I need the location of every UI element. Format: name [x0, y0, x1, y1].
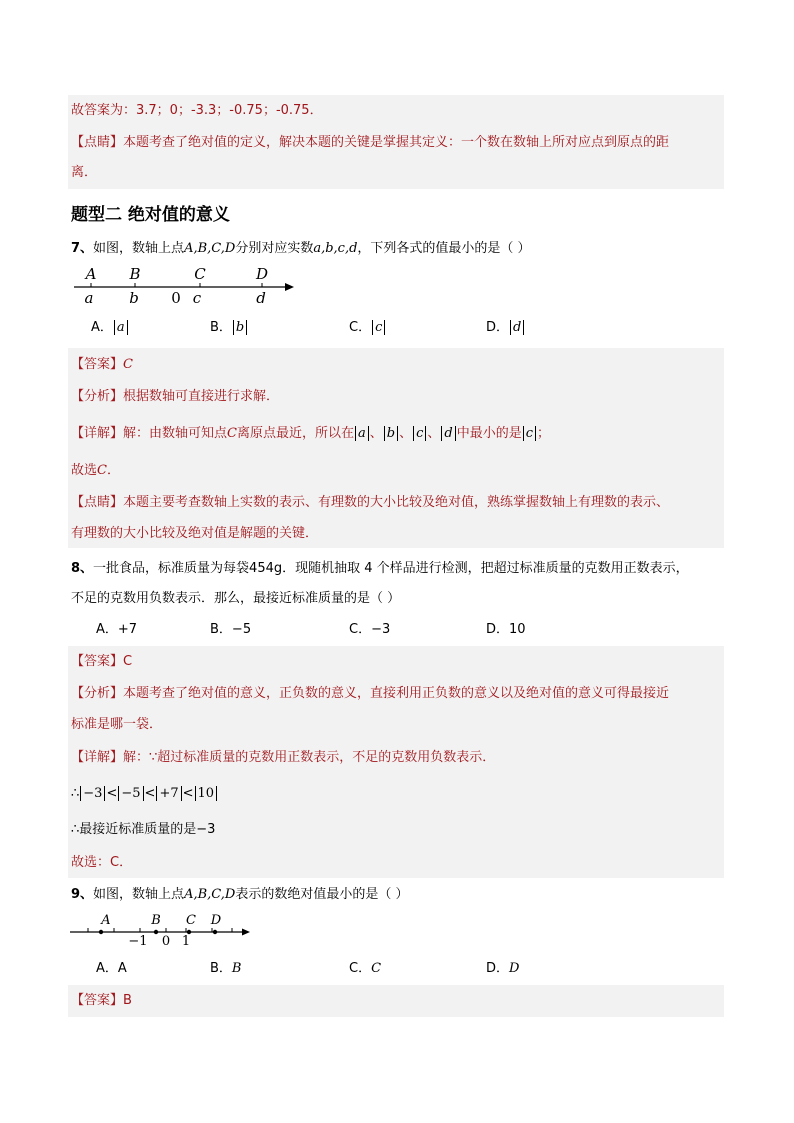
q8-closest: ∴最接近标准质量的是−3	[71, 822, 216, 837]
q7-point-C: C	[194, 265, 206, 283]
q8-analysis-2: 标准是哪一袋．	[71, 717, 163, 732]
q7-point-B: B	[129, 265, 141, 283]
q9-axis-arrow	[242, 929, 250, 936]
q7-axis-arrow	[285, 283, 294, 291]
comment-line-1: 【点睛】本题考查了绝对值的定义，解决本题的关键是掌握其定义：一个数在数轴上所对应点到原点的距	[71, 135, 670, 150]
q8-inequality: ∴ −3 < −5 < +7 < 10	[71, 784, 218, 804]
q7-comment-2: 有理数的大小比较及绝对值是解题的关键．	[71, 526, 319, 541]
q7-option-d[interactable]: D． d	[486, 318, 525, 338]
q9-dot-A	[99, 930, 103, 934]
q9-answer: 【答案】B	[71, 993, 132, 1008]
q7-choose: 故选C．	[71, 463, 120, 478]
q7-stem: 7、如图，数轴上点A,B,C,D分别对应实数a,b,c,d，下列各式的值最小的是（ ）	[71, 241, 531, 256]
q9-point-C: C	[186, 913, 196, 928]
q9-dot-B	[154, 930, 158, 934]
q7-answer: 【答案】C	[71, 357, 133, 372]
q8-analysis-1: 【分析】本题考查了绝对值的意义，正负数的意义，直接利用正负数的意义以及绝对值的意义可得最接近	[71, 686, 670, 701]
q8-option-b[interactable]: B．−5	[210, 622, 252, 637]
q7-point-A: A	[85, 265, 97, 283]
q8-detail: 【详解】解：∵超过标准质量的克数用正数表示，不足的克数用负数表示．	[71, 750, 496, 765]
q8-option-a[interactable]: A．+7	[96, 622, 138, 637]
q9-point-D: D	[210, 913, 222, 928]
q9-label-zero: 0	[161, 934, 171, 948]
q7-value-zero: 0	[171, 289, 181, 307]
q8-answer: 【答案】C	[71, 654, 133, 669]
q9-number-line	[68, 908, 258, 948]
q9-stem: 9、如图，数轴上点A,B,C,D表示的数绝对值最小的是（ ）	[71, 887, 409, 902]
q9-label-minus-one: −1	[128, 934, 148, 948]
q9-point-A: A	[101, 913, 111, 928]
q7-value-d: d	[256, 289, 266, 307]
q9-option-b[interactable]: B．B	[210, 961, 242, 976]
q7-solution-block	[68, 348, 724, 548]
comment-line-2: 离．	[71, 165, 98, 180]
q9-dot-D	[213, 930, 217, 934]
q9-point-B: B	[151, 913, 161, 928]
q8-option-c[interactable]: C．−3	[349, 622, 391, 637]
q7-option-a[interactable]: A． a	[91, 318, 129, 338]
q8-choose: 故选：C．	[71, 855, 133, 870]
q9-solution-block	[68, 985, 724, 1017]
answer-line: 故答案为：3.7；0；-3.3；-0.75；-0.75．	[71, 103, 323, 118]
q7-option-c[interactable]: C． c	[349, 318, 386, 338]
q7-value-c: c	[192, 289, 202, 307]
q7-point-D: D	[255, 265, 269, 283]
section-title: 题型二 绝对值的意义	[71, 205, 230, 225]
q9-option-a[interactable]: A．A	[96, 961, 127, 976]
q7-comment-1: 【点睛】本题主要考查数轴上实数的表示、有理数的大小比较及绝对值，熟练掌握数轴上有理数的表示、	[71, 495, 670, 510]
q7-analysis: 【分析】根据数轴可直接进行求解．	[71, 389, 280, 404]
q9-option-d[interactable]: D．D	[486, 961, 520, 976]
q7-value-a: a	[84, 289, 94, 307]
q8-option-d[interactable]: D．10	[486, 622, 526, 637]
q8-stem-2: 不足的克数用负数表示．那么，最接近标准质量的是（ ）	[71, 591, 401, 606]
q9-label-one: 1	[181, 934, 191, 948]
q7-detail: 【详解】解：由数轴可知点C离原点最近，所以在 a 、 b 、 c 、 d 中最小的是 c ；	[71, 426, 551, 441]
q7-number-line	[70, 262, 300, 308]
q8-stem-1: 8、一批食品，标准质量为每袋454g．现随机抽取 4 个样品进行检测，把超过标准质量的克数用正数表示，	[71, 561, 689, 576]
q7-value-b: b	[129, 289, 139, 307]
q7-option-b[interactable]: B． b	[210, 318, 248, 338]
q9-option-c[interactable]: C．C	[349, 961, 382, 976]
